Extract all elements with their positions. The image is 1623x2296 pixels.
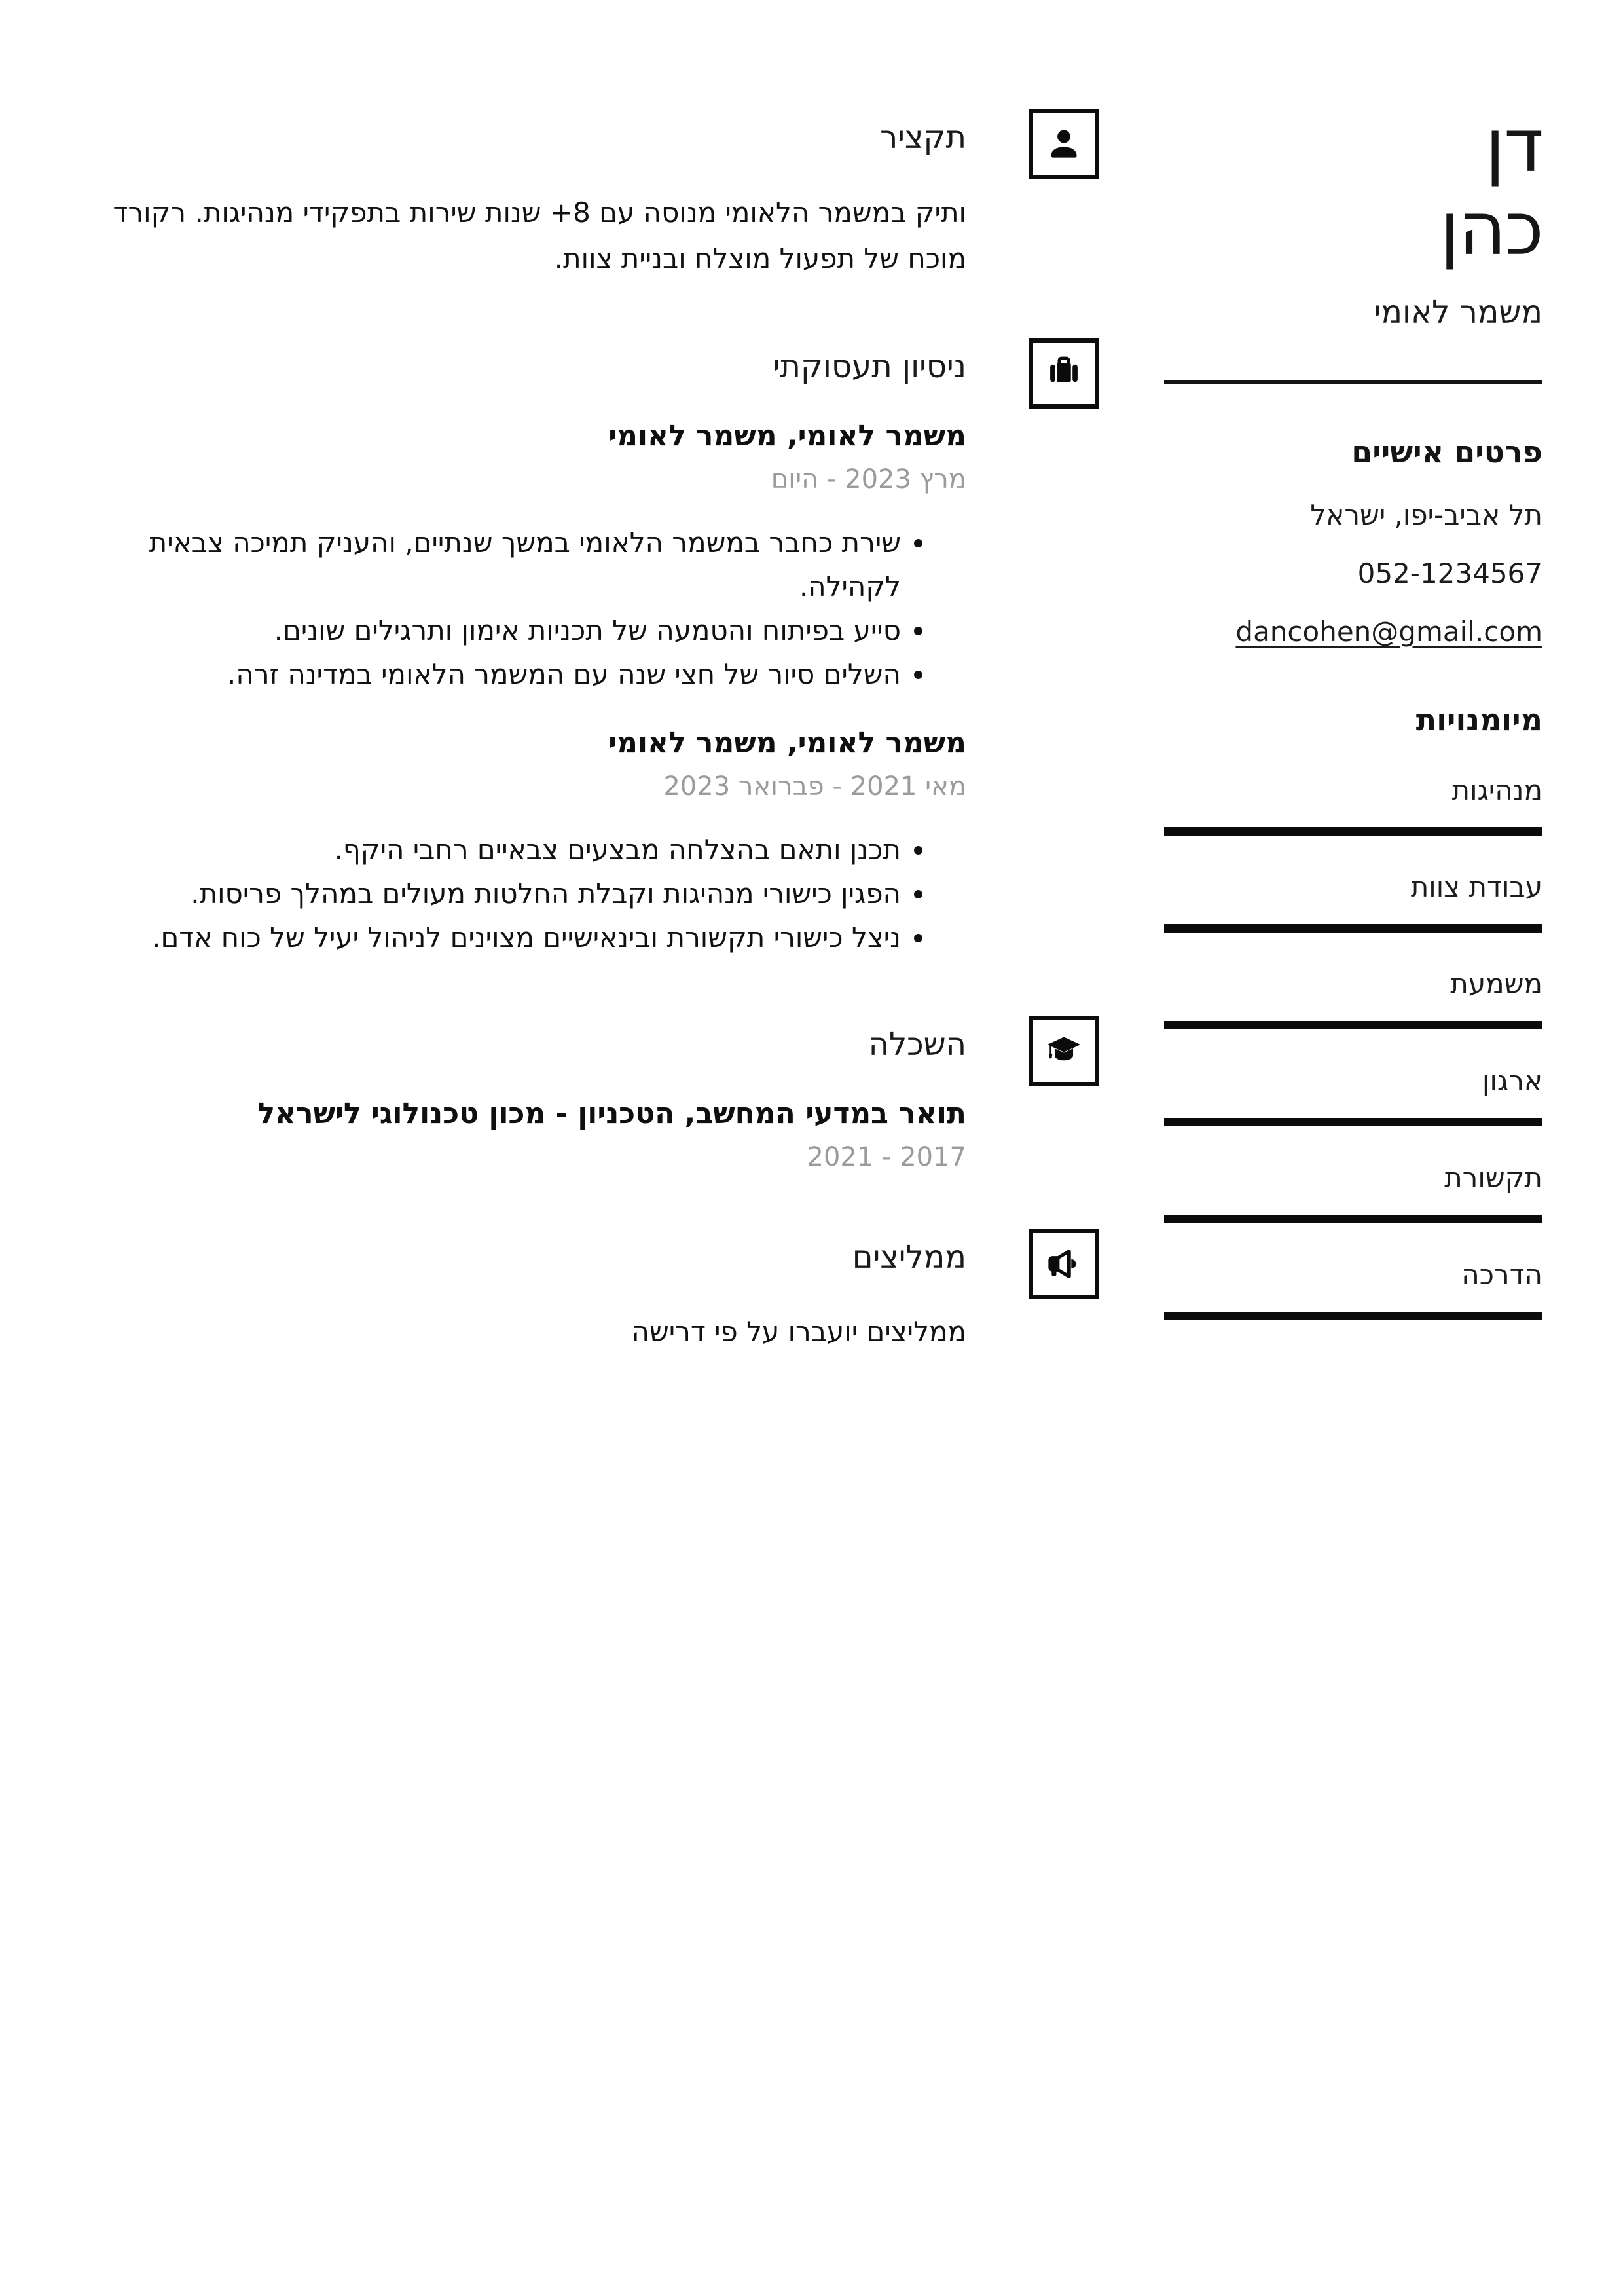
personal-details-heading: פרטים אישיים xyxy=(1351,434,1542,470)
skill-bar-fill xyxy=(1164,827,1542,836)
skills-heading: מיומנויות xyxy=(1415,701,1542,737)
summary-content xyxy=(71,105,966,282)
entry-bullets xyxy=(71,521,966,696)
entry-dates: מאי 2021 - פברואר 2023 xyxy=(663,771,966,802)
skill-bar-fill xyxy=(1164,924,1542,933)
education-degree: תואר במדעי המחשב, הטכניון - מכון טכנולוגי לישראל xyxy=(257,1097,966,1130)
bullet-item: • תכנן ותאם בהצלחה מבצעים צבאיים רחבי היקף. xyxy=(71,828,901,872)
skill-label: תקשורת xyxy=(1444,1161,1542,1194)
education-dates: 2017 - 2021 xyxy=(807,1142,966,1172)
experience-entry xyxy=(71,726,966,959)
contact-list xyxy=(1164,496,1542,652)
skill-bar xyxy=(1164,1215,1542,1223)
entry-bullets xyxy=(71,828,966,959)
entry-role: משמר לאומי, משמר לאומי xyxy=(608,726,966,760)
skill-row xyxy=(1164,1259,1542,1320)
skill-bar-fill xyxy=(1164,1312,1542,1320)
skill-bar xyxy=(1164,1118,1542,1126)
summary-title: תקציר xyxy=(880,119,966,156)
skill-bar xyxy=(1164,924,1542,933)
education-title: השכלה xyxy=(868,1026,966,1063)
entry-dates: מרץ 2023 - היום xyxy=(771,464,966,494)
skill-bar xyxy=(1164,827,1542,836)
person-name xyxy=(1164,105,1542,270)
experience-entry xyxy=(71,419,966,696)
skill-label: משמעת xyxy=(1450,967,1542,1000)
person-last-name: כהן xyxy=(1440,186,1542,272)
email-link[interactable]: dancohen@gmail.com xyxy=(1235,615,1542,648)
summary-text: ותיק במשמר הלאומי מנוסה עם 8+ שנות שירות בתפקידי מנהיגות. רקורד מוכח של תפעול מוצלח ובניית צוות. xyxy=(113,196,966,274)
experience-content xyxy=(71,334,966,959)
skill-label: הדרכה xyxy=(1461,1258,1542,1291)
contact-phone: 052-1234567 xyxy=(1357,557,1542,589)
contact-email xyxy=(1164,612,1542,652)
references-text: ממליצים יועברו על פי דרישה xyxy=(631,1316,966,1348)
contact-location: תל אביב-יפו, ישראל xyxy=(1310,499,1542,532)
skill-bar-fill xyxy=(1164,1215,1542,1223)
sidebar-divider xyxy=(1164,380,1542,384)
references-title: ממליצים xyxy=(852,1239,966,1276)
skill-row xyxy=(1164,968,1542,1029)
experience-title: ניסיון תעסוקתי xyxy=(773,348,966,385)
person-job-title: משמר לאומי xyxy=(1374,294,1542,331)
skill-label: עבודת צוות xyxy=(1410,870,1542,903)
entry-role: משמר לאומי, משמר לאומי xyxy=(608,419,966,453)
section-education xyxy=(71,1012,1099,1172)
bullet-item: • השלים סיור של חצי שנה עם המשמר הלאומי במדינה זרה. xyxy=(71,652,901,696)
skill-bar xyxy=(1164,1312,1542,1320)
graduation-cap-icon xyxy=(1029,1016,1099,1086)
bullet-item: • סייע בפיתוח והטמעה של תכניות אימון ותרגילים שונים. xyxy=(71,608,901,652)
sidebar xyxy=(1164,105,1542,2231)
skill-row xyxy=(1164,1065,1542,1126)
skill-bar xyxy=(1164,1021,1542,1029)
section-experience xyxy=(71,334,1099,959)
bullet-item: • ניצל כישורי תקשורת ובינאישיים מצוינים לניהול יעיל של כוח אדם. xyxy=(71,916,901,959)
skill-row xyxy=(1164,774,1542,836)
skill-label: מנהיגות xyxy=(1451,773,1542,806)
skill-row xyxy=(1164,871,1542,933)
references-content xyxy=(71,1225,966,1354)
briefcase-icon xyxy=(1029,338,1099,409)
skill-row xyxy=(1164,1162,1542,1223)
bullet-item: • שירת כחבר במשמר הלאומי במשך שנתיים, והעניק תמיכה צבאית לקהילה. xyxy=(71,521,901,608)
person-icon xyxy=(1029,109,1099,179)
skill-bar-fill xyxy=(1164,1021,1542,1029)
skills-list xyxy=(1164,774,1542,1320)
section-references xyxy=(71,1225,1099,1354)
megaphone-icon xyxy=(1029,1229,1099,1299)
bullet-item: • הפגין כישורי מנהיגות וקבלת החלטות מעולים במהלך פריסות. xyxy=(71,872,901,916)
person-first-name: דן xyxy=(1485,103,1542,189)
skill-bar-fill xyxy=(1164,1118,1542,1126)
main-content xyxy=(71,105,1099,2231)
section-summary xyxy=(71,105,1099,282)
education-content xyxy=(71,1012,966,1172)
skill-label: ארגון xyxy=(1482,1064,1542,1097)
